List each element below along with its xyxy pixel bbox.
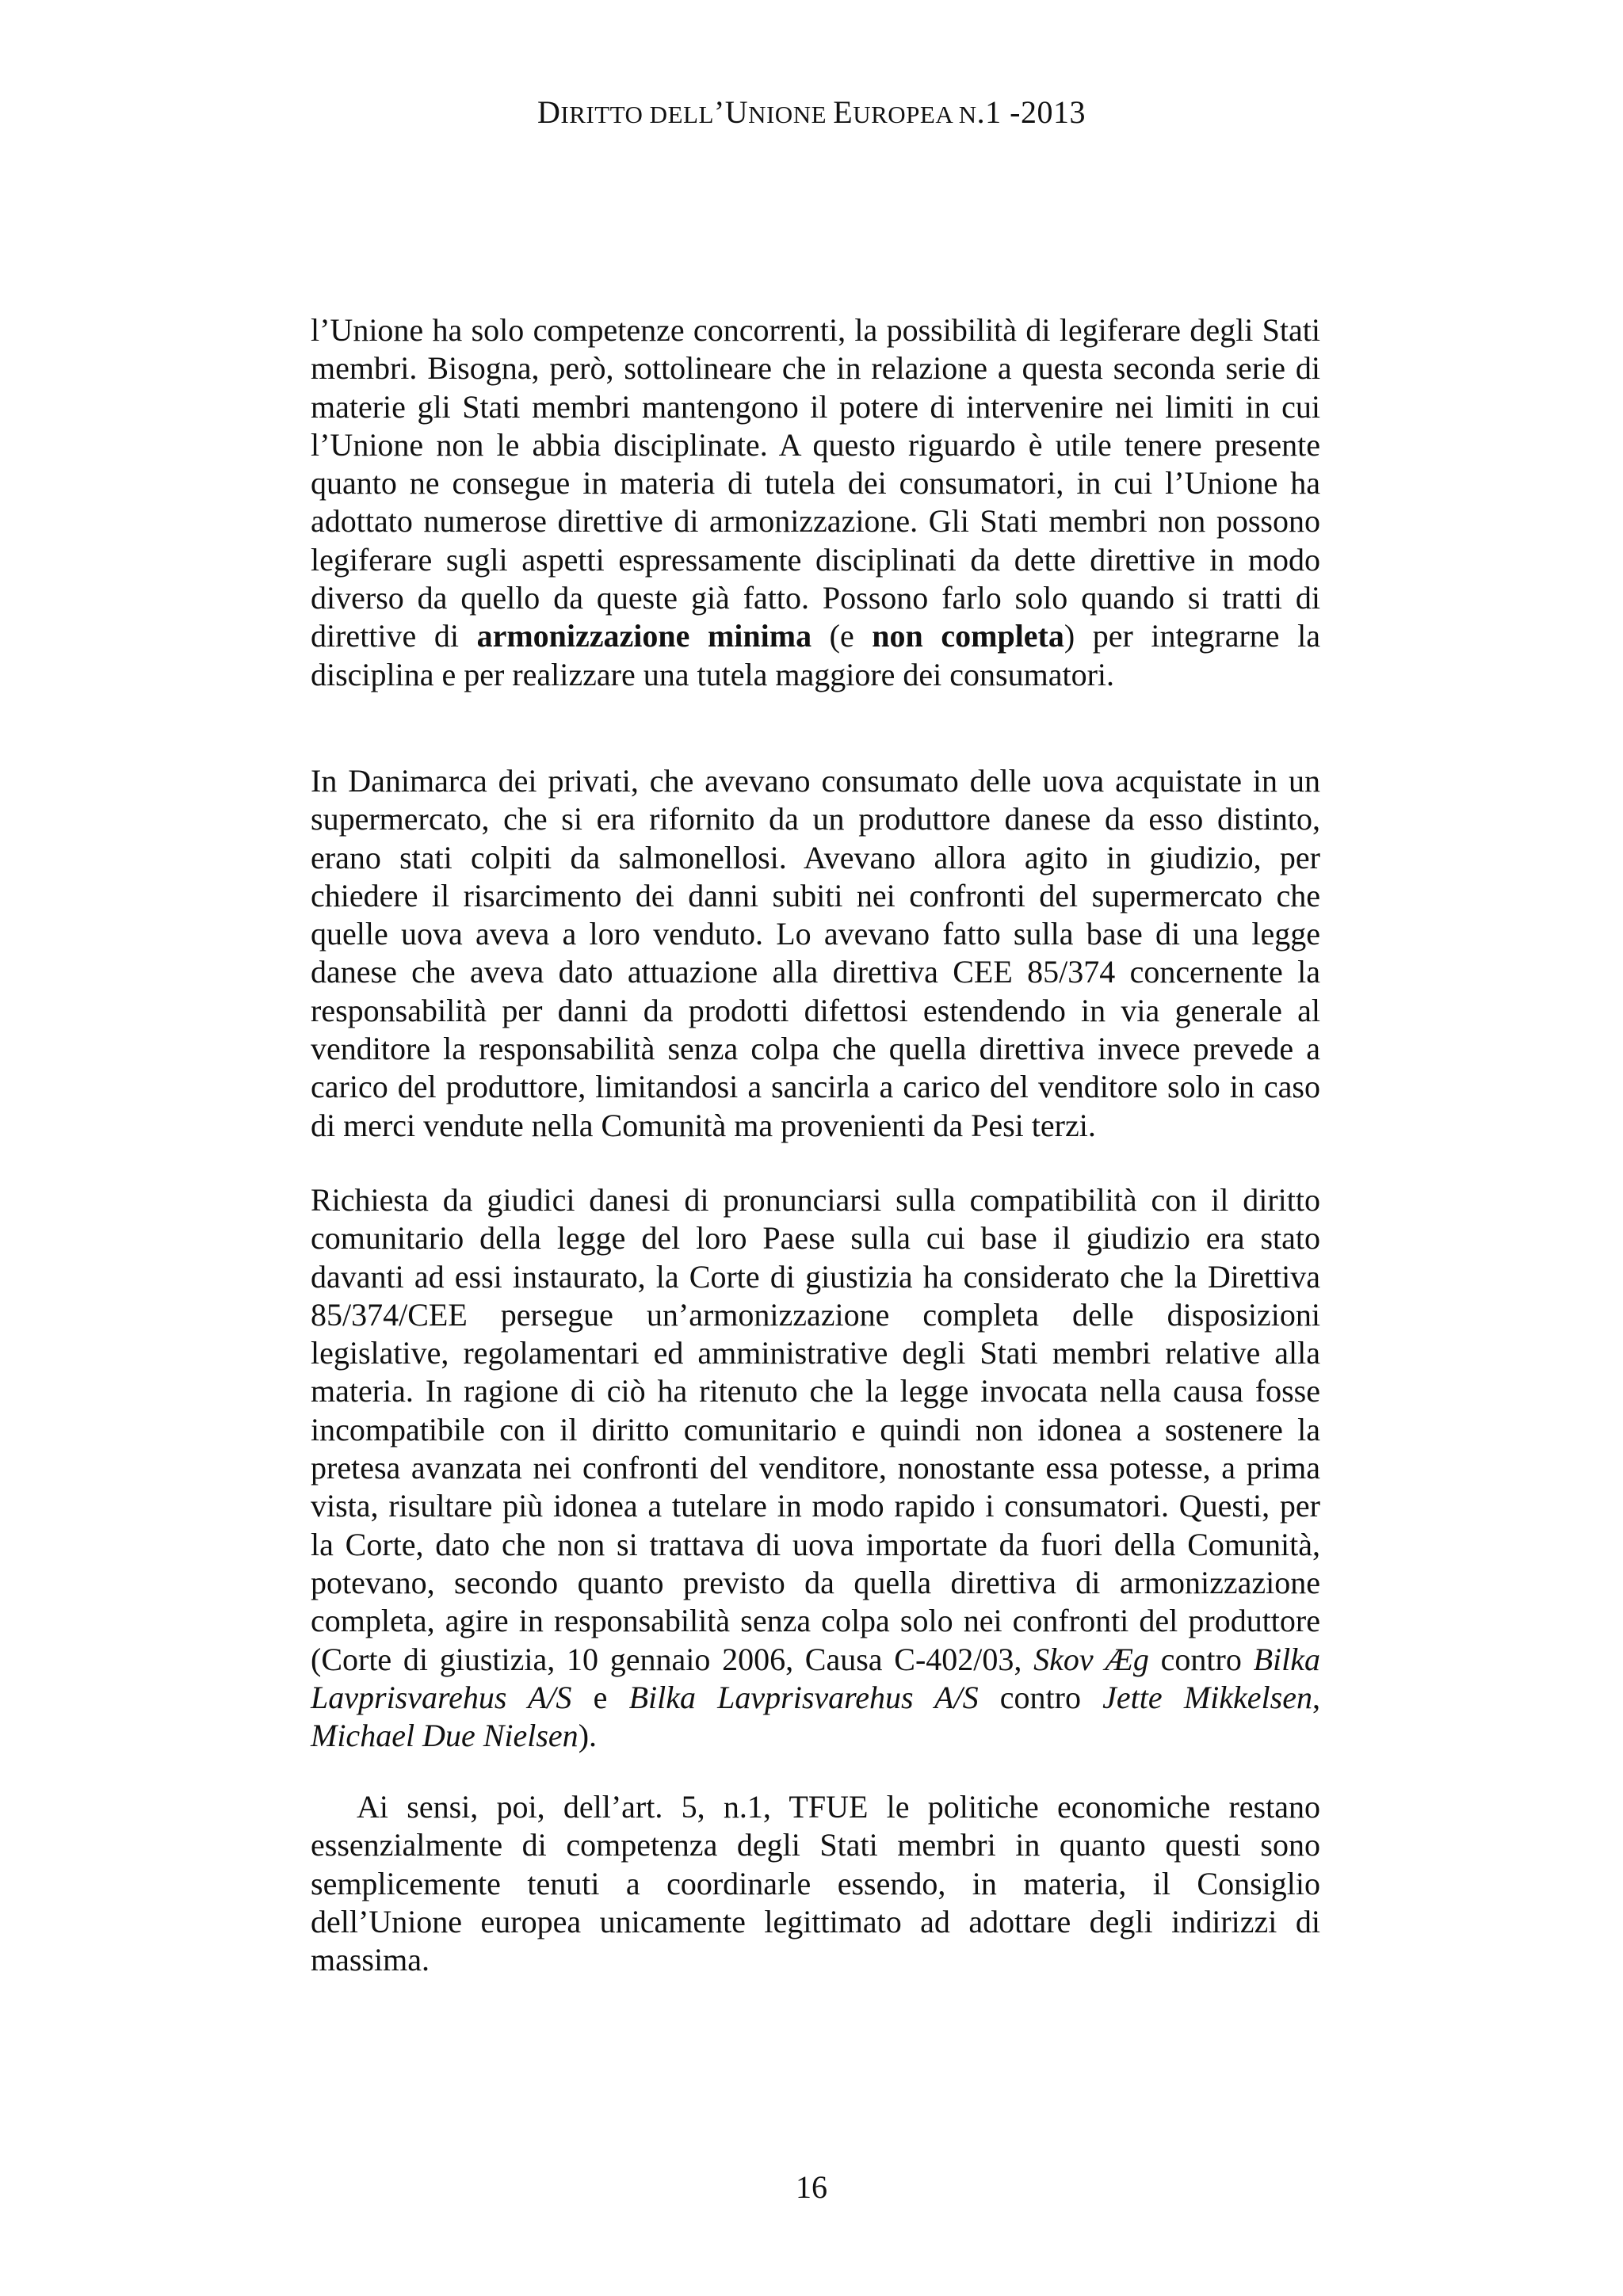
header-run: D (537, 94, 561, 130)
page-number: 16 (796, 2169, 827, 2205)
text-run: ). (578, 1718, 598, 1754)
text-run: contro (1148, 1641, 1254, 1677)
bold-text: armonizzazione minima (476, 618, 812, 654)
header-run: E (833, 94, 854, 130)
paragraph (311, 311, 1320, 694)
header-run: UROPEA N (853, 101, 977, 128)
text-run: ) per integrarne la disciplina e per realizzare una tutela maggiore dei consumatori. (311, 618, 1320, 692)
case-name: Bilka Lavprisvarehus A/S (311, 1641, 1320, 1715)
text-run: e (571, 1679, 629, 1715)
paragraph (311, 1788, 1320, 1979)
paragraph (311, 762, 1320, 1145)
text-run: In Danimarca dei privati, che avevano consumato delle uova acquistate in un supermercato, che si era rifornito da un produttore danese da esso distinto, erano stati colpiti da salmonellosi. Avevano allora agito in giudizio, per chiedere il risarcimento dei danni subiti nei confronti del supermercato che quelle uova aveva a loro venduto. Lo avevano fatto sulla base di una legge danese che aveva dato attuazione alla direttiva CEE 85/374 concernente la responsabilità per danni da prodotti difettosi estendendo in via generale al venditore la responsabilità senza colpa che quella direttiva invece prevede a carico del produttore, limitandosi a sancirla a carico del venditore solo in caso di merci vendute nella Comunità ma provenienti da Pesi terzi. (311, 763, 1320, 1143)
text-run: (e (812, 618, 873, 654)
text-run: Ai sensi, poi, dell’art. 5, n.1, TFUE le politiche economiche restano essenzialmente di competenza degli Stati membri in quanto questi sono semplicemente tenuti a coordinarle essendo, in materia, il Consiglio dell’Unione europea unicamente legittimato ad adottare degli indirizzi di massima. (311, 1789, 1320, 1978)
bold-text: non completa (872, 618, 1064, 654)
case-name: Bilka Lavprisvarehus A/S (628, 1679, 979, 1715)
case-name: Michael Due Nielsen (311, 1718, 579, 1754)
text-run: contro (978, 1679, 1103, 1715)
header-run: .1 -2013 (976, 94, 1086, 130)
paragraph (311, 1181, 1320, 1755)
text-run: l’Unione ha solo competenze concorrenti, la possibilità di legiferare degli Stati membri. Bisogna, però, sottolineare che in relazione a questa seconda serie di materie gli Stati membri mantengono il potere di intervenire nei limiti in cui l’Unione non le abbia disciplinate. A questo riguardo è utile tenere presente quanto ne consegue in materia di tutela dei consumatori, in cui l’Unione ha adottato numerose direttive di armonizzazione. Gli Stati membri non possono legiferare sugli aspetti espressamente disciplinati da dette direttive in modo diverso da quello da queste già fatto. Possono farlo solo quando si tratti di direttive di (311, 312, 1320, 654)
case-name: Skov Æg (1033, 1641, 1149, 1677)
text-run: , (1312, 1679, 1320, 1715)
header-run: ’U (713, 94, 749, 130)
case-name: Jette Mikkelsen (1102, 1679, 1312, 1715)
running-header (0, 93, 1623, 134)
header-run: IRITTO DELL (560, 101, 714, 128)
text-run: Richiesta da giudici danesi di pronunciarsi sulla compatibilità con il diritto comunitario della legge del loro Paese sulla cui base il giudizio era stato davanti ad essi instaurato, la Corte di giustizia ha considerato che la Direttiva 85/374/CEE persegue un’armonizzazione completa delle disposizioni legislative, regolamentari ed amministrative degli Stati membri relative alla materia. In ragione di ciò ha ritenuto che la legge invocata nella causa fosse incompatibile con il diritto comunitario e quindi non idonea a sostenere la pretesa avanzata nei confronti del venditore, nonostante essa potesse, a prima vista, risultare più idonea a tutelare in modo rapido i consumatori. Questi, per la Corte, dato che non si trattava di uova importate da fuori della Comunità, potevano, secondo quanto previsto da quella direttiva di armonizzazione completa, agire in responsabilità senza colpa solo nei confronti del produttore (Corte di giustizia, 10 gennaio 2006, Causa C-402/03, (311, 1182, 1320, 1677)
header-run: NIONE (748, 101, 834, 128)
